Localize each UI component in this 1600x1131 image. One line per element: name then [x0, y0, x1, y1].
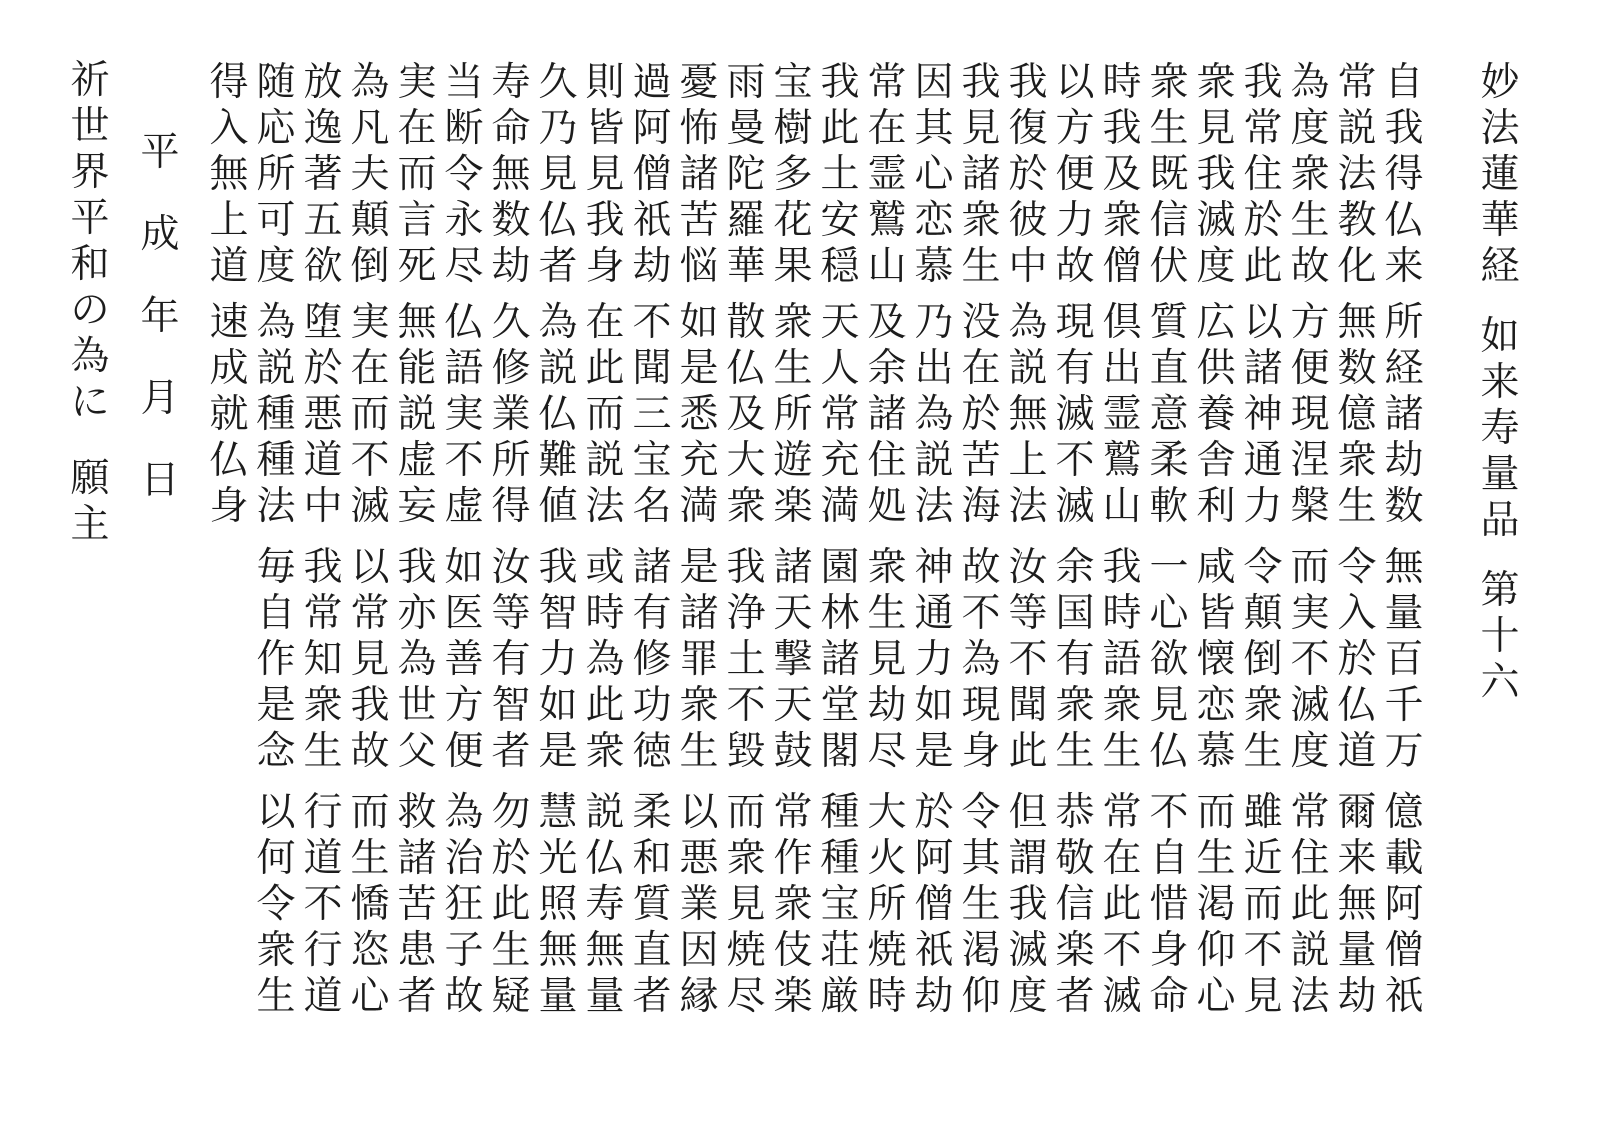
verse-line — [628, 545, 676, 775]
verse-line — [534, 300, 582, 530]
verse-line — [863, 300, 911, 530]
verse-line — [440, 545, 488, 775]
verse-text: 則 皆 見 我 身 — [585, 60, 625, 289]
verse-text: 久 修 業 所 得 — [491, 300, 531, 529]
verse-text: 以 諸 神 通 力 — [1243, 300, 1283, 529]
verse-text: 雖 近 而 不 見 — [1243, 790, 1283, 1019]
verse-line — [675, 545, 723, 775]
verse-line — [487, 300, 535, 530]
verse-line — [957, 300, 1005, 530]
verse-text: 随 応 所 可 度 — [256, 60, 296, 289]
verse-line — [1192, 790, 1240, 1020]
verse-line — [440, 300, 488, 530]
verse-text: 神 通 力 如 是 — [914, 545, 954, 774]
verse-line — [1239, 300, 1287, 530]
verse-text: 以 何 令 衆 生 — [256, 790, 296, 1019]
verse-text: 当 断 令 永 尽 — [444, 60, 484, 289]
verse-line — [910, 545, 958, 775]
verse-text: 而 衆 見 焼 尽 — [726, 790, 766, 1019]
verse-text: 倶 出 霊 鷲 山 — [1102, 300, 1142, 529]
verse-text: 以 常 見 我 故 — [350, 545, 390, 774]
verse-line — [393, 790, 441, 1020]
verse-text: 令 其 生 渇 仰 — [961, 790, 1001, 1019]
verse-text: 散 仏 及 大 衆 — [726, 300, 766, 529]
verse-line — [1145, 60, 1193, 290]
verse-text: 是 諸 罪 衆 生 — [679, 545, 719, 774]
verse-line — [1051, 790, 1099, 1020]
verse-line — [863, 60, 911, 290]
verse-text: 常 住 此 説 法 — [1290, 790, 1330, 1019]
verse-line — [534, 545, 582, 775]
verse-text: 令 入 於 仏 道 — [1337, 545, 1377, 774]
verse-line — [910, 790, 958, 1020]
verse-text: 速 成 就 仏 身 — [209, 300, 249, 529]
verse-text: 大 火 所 焼 時 — [867, 790, 907, 1019]
verse-line — [1004, 545, 1052, 775]
verse-line — [252, 60, 300, 290]
verse-line — [1145, 545, 1193, 775]
verse-line — [628, 790, 676, 1020]
verse-text: 如 是 悉 充 満 — [679, 300, 719, 529]
verse-line — [1051, 545, 1099, 775]
verse-line — [863, 545, 911, 775]
verse-text: 雨 曼 陀 羅 華 — [726, 60, 766, 289]
verse-line — [299, 60, 347, 290]
verse-line — [346, 790, 394, 1020]
verse-text: 常 在 霊 鷲 山 — [867, 60, 907, 289]
sponsor-label: 願 主 — [70, 456, 110, 547]
verse-text: 如 医 善 方 便 — [444, 545, 484, 774]
verse-line — [1192, 545, 1240, 775]
verse-text: 方 便 現 涅 槃 — [1290, 300, 1330, 529]
verse-line — [1380, 790, 1428, 1020]
verse-text: 我 復 於 彼 中 — [1008, 60, 1048, 289]
verse-line — [1286, 545, 1334, 775]
verse-line — [299, 790, 347, 1020]
verse-line — [769, 790, 817, 1020]
verse-line — [440, 790, 488, 1020]
verse-line — [675, 60, 723, 290]
verse-text: 而 生 渇 仰 心 — [1196, 790, 1236, 1019]
verse-text: 救 諸 苦 患 者 — [397, 790, 437, 1019]
verse-line — [1239, 790, 1287, 1020]
verse-text: 我 浄 土 不 毀 — [726, 545, 766, 774]
verse-text: 憂 怖 諸 苦 悩 — [679, 60, 719, 289]
verse-text: 諸 有 修 功 徳 — [632, 545, 672, 774]
verse-line — [769, 60, 817, 290]
verse-text: 於 阿 僧 祇 劫 — [914, 790, 954, 1019]
verse-line — [722, 545, 770, 775]
verse-text: 而 実 不 滅 度 — [1290, 545, 1330, 774]
verse-text: 得 入 無 上 道 — [209, 60, 249, 289]
verse-text: 或 時 為 此 衆 — [585, 545, 625, 774]
verse-text: 現 有 滅 不 滅 — [1055, 300, 1095, 529]
verse-text: 没 在 於 苦 海 — [961, 300, 1001, 529]
verse-text: 無 数 億 衆 生 — [1337, 300, 1377, 529]
verse-text: 柔 和 質 直 者 — [632, 790, 672, 1019]
verse-text: 但 謂 我 滅 度 — [1008, 790, 1048, 1019]
verse-line — [1098, 790, 1146, 1020]
verse-line — [1051, 60, 1099, 290]
verse-text: 自 我 得 仏 来 — [1384, 60, 1424, 289]
title-column — [1476, 60, 1524, 706]
verse-text: 為 説 無 上 法 — [1008, 300, 1048, 529]
verse-text: 毎 自 作 是 念 — [256, 545, 296, 774]
verse-line — [628, 60, 676, 290]
verse-text: 以 悪 業 因 縁 — [679, 790, 719, 1019]
verse-line — [346, 60, 394, 290]
verse-line — [769, 300, 817, 530]
verse-text: 我 時 語 衆 生 — [1102, 545, 1142, 774]
verse-line — [675, 300, 723, 530]
verse-text: 我 見 諸 衆 生 — [961, 60, 1001, 289]
verse-text: 宝 樹 多 花 果 — [773, 60, 813, 289]
verse-line — [722, 60, 770, 290]
verse-line — [393, 60, 441, 290]
verse-text: 不 自 惜 身 命 — [1149, 790, 1189, 1019]
verse-line — [1098, 60, 1146, 290]
verse-line — [1286, 60, 1334, 290]
verse-line — [628, 300, 676, 530]
verse-text: 諸 天 撃 天 鼓 — [773, 545, 813, 774]
verse-line — [1004, 300, 1052, 530]
verse-line — [299, 300, 347, 530]
verse-text: 乃 出 為 説 法 — [914, 300, 954, 529]
verse-line — [957, 545, 1005, 775]
verse-line — [252, 545, 300, 775]
verse-line — [675, 790, 723, 1020]
verse-line — [910, 300, 958, 530]
verse-line — [534, 60, 582, 290]
verse-text: 久 乃 見 仏 者 — [538, 60, 578, 289]
verse-line — [1239, 60, 1287, 290]
verse-text: 在 此 而 説 法 — [585, 300, 625, 529]
verse-text: 余 国 有 衆 生 — [1055, 545, 1095, 774]
verse-text: 汝 等 有 智 者 — [491, 545, 531, 774]
verse-text: 時 我 及 衆 僧 — [1102, 60, 1142, 289]
chapter-title: 如 来 寿 量 品 — [1480, 314, 1520, 543]
verse-line — [957, 790, 1005, 1020]
verse-text: 無 量 百 千 万 — [1384, 545, 1424, 774]
verse-text: 実 在 而 言 死 — [397, 60, 437, 289]
verse-line — [534, 790, 582, 1020]
verse-line — [581, 60, 629, 290]
verse-line — [1239, 545, 1287, 775]
date-text: 平 成 年 月 日 — [140, 130, 180, 503]
verse-text: 無 能 説 虚 妄 — [397, 300, 437, 529]
verse-line — [910, 60, 958, 290]
verse-text: 広 供 養 舎 利 — [1196, 300, 1236, 529]
verse-text: 令 顛 倒 衆 生 — [1243, 545, 1283, 774]
verse-text: 勿 於 此 生 疑 — [491, 790, 531, 1019]
verse-line — [1333, 60, 1381, 290]
verse-line — [487, 60, 535, 290]
dedication-column — [66, 58, 114, 548]
verse-line — [1333, 300, 1381, 530]
verse-line — [816, 60, 864, 290]
verse-line — [957, 60, 1005, 290]
verse-text: 衆 生 見 劫 尽 — [867, 545, 907, 774]
verse-text: 質 直 意 柔 軟 — [1149, 300, 1189, 529]
verse-line — [299, 545, 347, 775]
verse-text: 衆 生 所 遊 楽 — [773, 300, 813, 529]
verse-line — [252, 790, 300, 1020]
verse-line — [581, 300, 629, 530]
verse-line — [1192, 300, 1240, 530]
verse-text: 園 林 諸 堂 閣 — [820, 545, 860, 774]
sutra-title: 妙 法 蓮 華 経 — [1480, 60, 1520, 289]
verse-text: 而 生 憍 恣 心 — [350, 790, 390, 1019]
verse-line — [1098, 545, 1146, 775]
verse-text: 為 説 種 種 法 — [256, 300, 296, 529]
verse-text: 恭 敬 信 楽 者 — [1055, 790, 1095, 1019]
verse-text: 因 其 心 恋 慕 — [914, 60, 954, 289]
verse-text: 為 治 狂 子 故 — [444, 790, 484, 1019]
verse-text: 及 余 諸 住 処 — [867, 300, 907, 529]
verse-line — [487, 545, 535, 775]
verse-line — [393, 300, 441, 530]
verse-text: 慧 光 照 無 量 — [538, 790, 578, 1019]
verse-line — [581, 545, 629, 775]
verse-text: 説 仏 寿 無 量 — [585, 790, 625, 1019]
verse-line — [1145, 790, 1193, 1020]
verse-text: 咸 皆 懐 恋 慕 — [1196, 545, 1236, 774]
verse-line — [1051, 300, 1099, 530]
verse-text: 不 聞 三 宝 名 — [632, 300, 672, 529]
verse-text: 爾 来 無 量 劫 — [1337, 790, 1377, 1019]
verse-text: 仏 語 実 不 虚 — [444, 300, 484, 529]
verse-text: 我 亦 為 世 父 — [397, 545, 437, 774]
verse-line — [722, 790, 770, 1020]
verse-line — [346, 545, 394, 775]
verse-text: 為 凡 夫 顛 倒 — [350, 60, 390, 289]
verse-text: 所 経 諸 劫 数 — [1384, 300, 1424, 529]
chapter-number: 第 十 六 — [1480, 568, 1520, 705]
verse-line — [1098, 300, 1146, 530]
verse-text: 汝 等 不 聞 此 — [1008, 545, 1048, 774]
verse-line — [1286, 300, 1334, 530]
verse-text: 実 在 而 不 滅 — [350, 300, 390, 529]
verse-line — [581, 790, 629, 1020]
verse-text: 堕 於 悪 道 中 — [303, 300, 343, 529]
verse-line — [1004, 790, 1052, 1020]
verse-text: 常 作 衆 伎 楽 — [773, 790, 813, 1019]
verse-line — [1333, 545, 1381, 775]
verse-line — [346, 300, 394, 530]
verse-text: 億 載 阿 僧 祇 — [1384, 790, 1424, 1019]
verse-text: 常 在 此 不 滅 — [1102, 790, 1142, 1019]
verse-line — [769, 545, 817, 775]
verse-line — [1380, 300, 1428, 530]
verse-line — [816, 545, 864, 775]
verse-text: 種 種 宝 荘 厳 — [820, 790, 860, 1019]
verse-line — [816, 790, 864, 1020]
verse-line — [1380, 60, 1428, 290]
verse-text: 為 度 衆 生 故 — [1290, 60, 1330, 289]
verse-line — [863, 790, 911, 1020]
verse-line — [393, 545, 441, 775]
verse-line — [1192, 60, 1240, 290]
verse-text: 天 人 常 充 満 — [820, 300, 860, 529]
verse-line — [252, 300, 300, 530]
verse-line — [1380, 545, 1428, 775]
verse-text: 一 心 欲 見 仏 — [1149, 545, 1189, 774]
verse-line — [722, 300, 770, 530]
verse-text: 衆 生 既 信 伏 — [1149, 60, 1189, 289]
verse-text: 常 説 法 教 化 — [1337, 60, 1377, 289]
verse-line — [205, 60, 253, 290]
dedication-text: 祈 世 界 平 和 の 為 に — [70, 58, 110, 425]
verse-line — [487, 790, 535, 1020]
verse-text: 故 不 為 現 身 — [961, 545, 1001, 774]
verse-line — [440, 60, 488, 290]
verse-text: 衆 見 我 滅 度 — [1196, 60, 1236, 289]
verse-text: 我 常 知 衆 生 — [303, 545, 343, 774]
verse-text: 行 道 不 行 道 — [303, 790, 343, 1019]
verse-text: 我 常 住 於 此 — [1243, 60, 1283, 289]
verse-text: 我 此 土 安 穏 — [820, 60, 860, 289]
verse-text: 寿 命 無 数 劫 — [491, 60, 531, 289]
verse-text: 為 説 仏 難 値 — [538, 300, 578, 529]
verse-text: 我 智 力 如 是 — [538, 545, 578, 774]
verse-line — [1145, 300, 1193, 530]
verse-line — [1286, 790, 1334, 1020]
verse-text: 放 逸 著 五 欲 — [303, 60, 343, 289]
verse-line — [1333, 790, 1381, 1020]
verse-text: 以 方 便 力 故 — [1055, 60, 1095, 289]
verse-line — [1004, 60, 1052, 290]
verse-line — [205, 300, 253, 530]
verse-text: 過 阿 僧 祇 劫 — [632, 60, 672, 289]
date-column — [136, 112, 184, 522]
verse-line — [816, 300, 864, 530]
